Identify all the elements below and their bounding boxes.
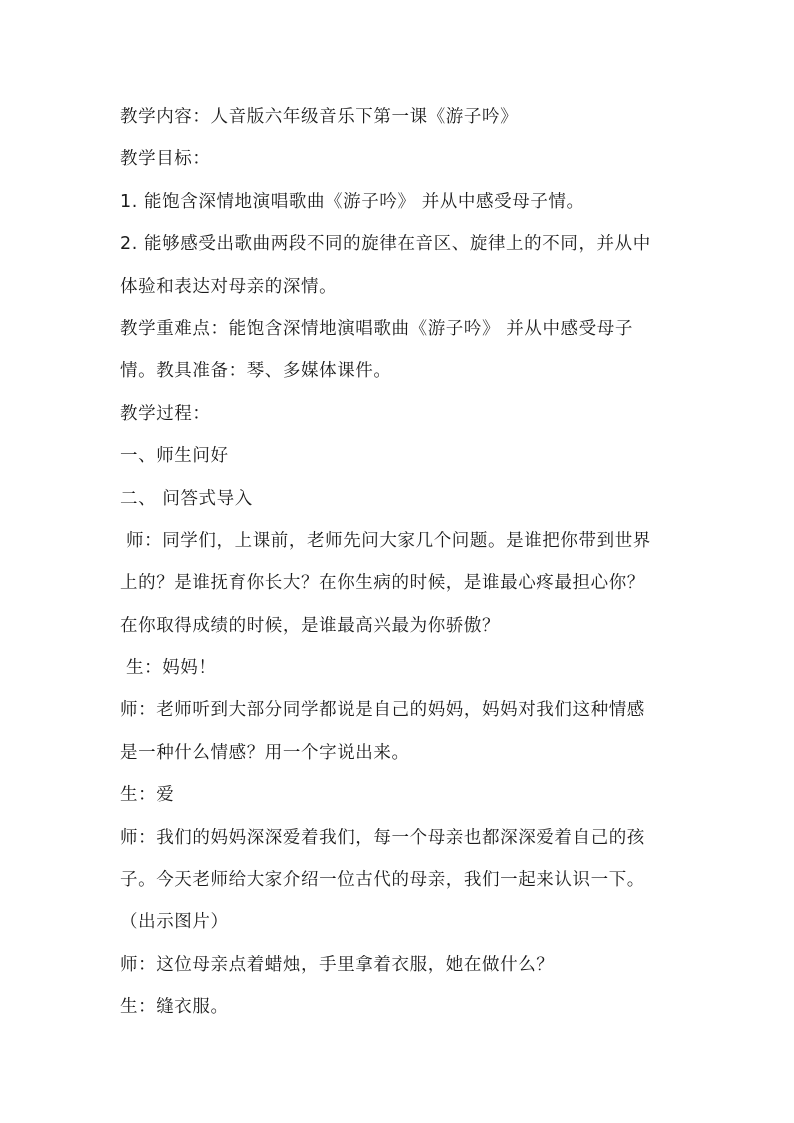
- dialogue-student-1: 生：妈妈！: [126, 658, 217, 679]
- objective-2-line-2: 体验和表达对母亲的深情。: [120, 276, 338, 297]
- dialogue-teacher-2-line-1: 师：老师听到大部分同学都说是自己的妈妈，妈妈对我们这种情感: [120, 700, 645, 721]
- objectives-heading: 教学目标：: [120, 149, 211, 170]
- dialogue-teacher-1-line-1: 师：同学们，上课前，老师先问大家几个问题。是谁把你带到世界: [126, 530, 651, 551]
- dialogue-student-3: 生：缝衣服。: [120, 997, 229, 1018]
- lesson-content-line: 教学内容：人音版六年级音乐下第一课《游子吟》: [120, 107, 519, 127]
- dialogue-teacher-4: 师：这位母亲点着蜡烛，手里拿着衣服，她在做什么？: [120, 954, 555, 975]
- dialogue-teacher-1-line-2: 上的？是谁抚育你长大？在你生病的时候，是谁最心疼最担心你？: [120, 573, 645, 594]
- dialogue-student-2: 生：爱: [120, 785, 175, 806]
- dialogue-teacher-3-line-1: 师：我们的妈妈深深爱着我们，每一个母亲也都深深爱着自己的孩: [120, 827, 645, 848]
- objective-2-line-1: 2. 能够感受出歌曲两段不同的旋律在音区、旋律上的不同，并从中: [120, 234, 651, 255]
- dialogue-teacher-1-line-3: 在你取得成绩的时候，是谁最高兴最为你骄傲？: [120, 615, 501, 636]
- step-2: 二、 问答式导入: [120, 488, 253, 509]
- stage-direction: （出示图片）: [120, 912, 229, 933]
- objective-1: 1. 能饱含深情地演唱歌曲《游子吟》 并从中感受母子情。: [120, 191, 585, 212]
- step-1: 一、师生问好: [120, 446, 229, 467]
- dialogue-teacher-2-line-2: 是一种什么情感？用一个字说出来。: [120, 742, 410, 763]
- dialogue-teacher-3-line-2: 子。今天老师给大家介绍一位古代的母亲，我们一起来认识一下。: [120, 870, 645, 891]
- key-points-line-1: 教学重难点：能饱含深情地演唱歌曲《游子吟》 并从中感受母子: [120, 318, 633, 339]
- process-heading: 教学过程：: [120, 403, 211, 424]
- document-page: [120, 96, 680, 1029]
- key-points-line-2: 情。教具准备：琴、多媒体课件。: [120, 361, 392, 382]
